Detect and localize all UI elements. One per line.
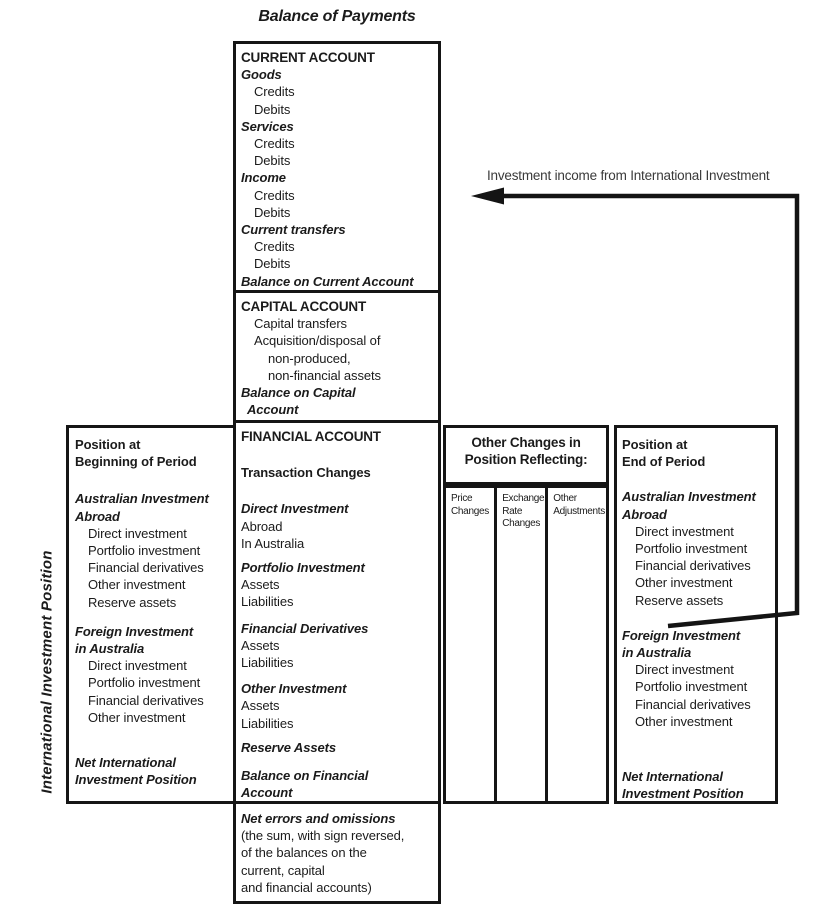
account-line: Investment Position [622, 786, 744, 802]
account-line: non-produced, [268, 350, 351, 366]
account-line: Financial Derivatives [241, 620, 369, 636]
price-changes-column: Price Changes [451, 493, 489, 517]
international-investment-position-label: International Investment Position [38, 550, 56, 794]
current-account-box [233, 41, 441, 293]
account-line: Account [247, 402, 299, 418]
account-line: Capital transfers [254, 316, 347, 332]
account-line: Beginning of Period [75, 454, 197, 470]
account-line: Assets [241, 577, 280, 593]
account-line: Direct investment [635, 523, 734, 539]
account-line: Balance on Capital [241, 385, 356, 401]
investment-income-arrow-label: Investment income from International Investment [487, 168, 770, 183]
account-line: Assets [241, 698, 280, 714]
account-line: Position at [622, 437, 688, 452]
account-line: Direct Investment [241, 501, 349, 517]
account-line: Debits [254, 256, 291, 272]
account-line: current, capital [241, 862, 325, 878]
exchange-rate-changes-column: Exchange Rate Changes [494, 488, 545, 801]
account-line: Direct investment [88, 525, 187, 541]
account-line: Financial derivatives [88, 692, 204, 708]
balance-of-payments-title: Balance of Payments [258, 8, 416, 25]
account-line: Foreign Investment [622, 627, 741, 643]
financial-account-box [233, 420, 441, 804]
account-line: Income [241, 170, 286, 186]
account-line: Other investment [635, 713, 733, 729]
account-line: CAPITAL ACCOUNT [241, 299, 366, 314]
account-line: Financial derivatives [635, 558, 751, 574]
account-line: Credits [254, 187, 295, 203]
account-line: Direct investment [635, 662, 734, 678]
account-line: non-financial assets [268, 367, 381, 383]
account-line: Reserve assets [88, 594, 177, 610]
account-line: Financial derivatives [635, 696, 751, 712]
other-changes-header-box [443, 425, 609, 485]
account-line: Balance on Financial [241, 768, 369, 784]
account-line: Credits [254, 239, 295, 255]
account-line: Position at [75, 437, 141, 452]
account-line: Goods [241, 67, 282, 83]
account-line: Liabilities [241, 594, 294, 610]
account-line: Reserve assets [635, 592, 724, 608]
investment-income-arrowhead-icon [471, 188, 504, 205]
account-line: Other investment [88, 577, 186, 593]
other-changes-columns-box [443, 485, 609, 804]
account-line: Assets [241, 637, 280, 653]
account-line: Credits [254, 136, 295, 152]
account-line: Liabilities [241, 715, 294, 731]
account-line: Other investment [88, 709, 186, 725]
account-line: Portfolio investment [635, 679, 748, 695]
net-errors-and-omissions-box [233, 801, 441, 904]
capital-account-box [233, 290, 441, 423]
account-line: of the balances on the [241, 845, 367, 861]
account-line: Financial derivatives [88, 560, 204, 576]
account-line: Portfolio investment [635, 541, 748, 557]
account-line: CURRENT ACCOUNT [241, 50, 375, 65]
account-line: Reserve Assets [241, 739, 336, 755]
account-line: Australian Investment [75, 491, 209, 507]
account-line: Account [241, 785, 293, 801]
account-line: Direct investment [88, 658, 187, 674]
account-line: Investment Position [75, 772, 197, 788]
account-line: Abroad [241, 518, 283, 534]
account-line: Debits [254, 101, 291, 117]
other-changes-heading: Other Changes in Position Reflecting: [464, 435, 588, 467]
account-line: Net errors and omissions [241, 811, 396, 826]
account-line: Transaction Changes [241, 465, 371, 481]
account-line: Balance on Current Account [241, 273, 414, 289]
account-line: in Australia [622, 645, 692, 661]
account-line: Debits [254, 204, 291, 220]
account-line: Australian Investment [622, 489, 756, 505]
account-line: and financial accounts) [241, 879, 372, 895]
account-line: Portfolio investment [88, 543, 201, 559]
account-line: In Australia [241, 535, 305, 551]
account-line: Acquisition/disposal of [254, 333, 381, 349]
account-line: Other Investment [241, 681, 347, 697]
account-line: Abroad [622, 506, 667, 522]
account-line: Liabilities [241, 655, 294, 671]
account-line: Net International [75, 755, 176, 771]
account-line: Other investment [635, 575, 733, 591]
account-line: End of Period [622, 454, 706, 470]
account-line: Net International [622, 769, 723, 785]
account-line: FINANCIAL ACCOUNT [241, 429, 381, 444]
other-adjustments-column: Other Adjustments [545, 488, 606, 801]
position-beginning-of-period-box [66, 425, 236, 804]
account-line: Portfolio investment [88, 675, 201, 691]
account-line: Services [241, 118, 294, 134]
position-end-of-period-box [614, 425, 778, 804]
account-line: Abroad [75, 508, 120, 524]
account-line: Portfolio Investment [241, 560, 365, 576]
account-line: (the sum, with sign reversed, [241, 828, 405, 844]
account-line: Current transfers [241, 222, 346, 238]
account-line: Debits [254, 153, 291, 169]
account-line: Credits [254, 84, 295, 100]
account-line: in Australia [75, 641, 145, 657]
account-line: Foreign Investment [75, 623, 194, 639]
